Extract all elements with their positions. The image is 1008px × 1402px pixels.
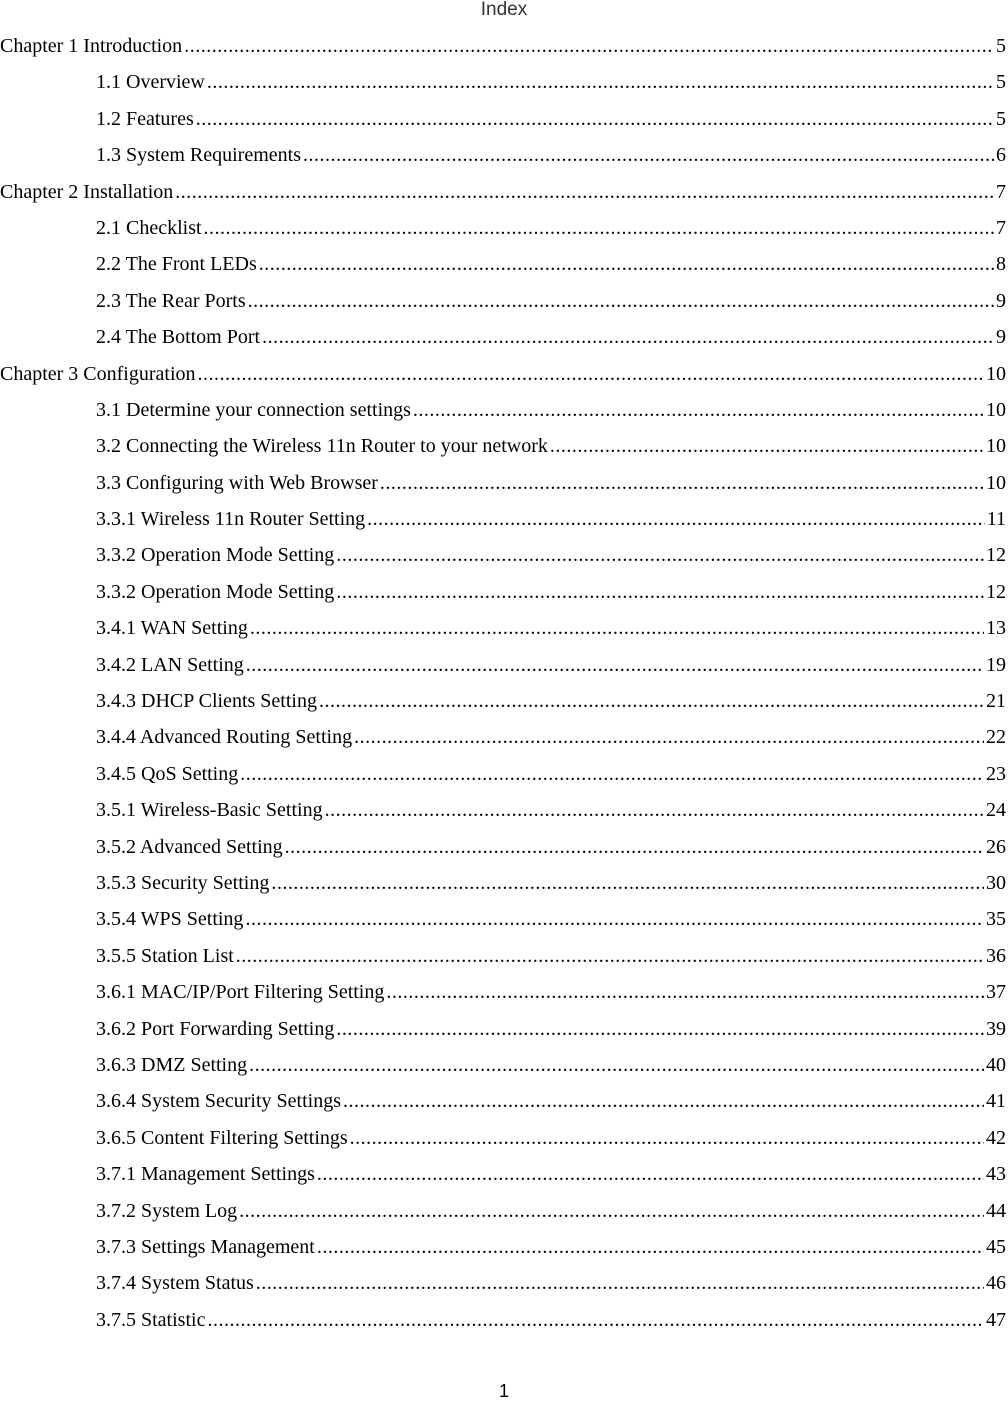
toc-chapter-entry[interactable] bbox=[0, 177, 1008, 213]
toc-entry-label: 3.3.1 Wireless 11n Router Setting bbox=[96, 508, 366, 531]
toc-section-entry[interactable] bbox=[0, 1050, 1008, 1086]
toc-entry-page-number: 9 bbox=[996, 289, 1006, 312]
toc-section-entry[interactable] bbox=[0, 322, 1008, 358]
dot-leader bbox=[250, 613, 984, 643]
toc-entry-page-number: 10 bbox=[986, 471, 1006, 494]
dot-leader bbox=[271, 868, 984, 898]
toc-section-entry[interactable] bbox=[0, 977, 1008, 1013]
toc-entry-page-number: 43 bbox=[986, 1163, 1006, 1186]
toc-section-entry[interactable] bbox=[0, 941, 1008, 977]
toc-entry-page-number: 8 bbox=[996, 253, 1006, 276]
table-of-contents bbox=[0, 31, 1008, 1341]
dot-leader bbox=[336, 577, 984, 607]
toc-entry-page-number: 6 bbox=[996, 144, 1006, 167]
toc-section-entry[interactable] bbox=[0, 577, 1008, 613]
toc-entry-page-number: 24 bbox=[986, 799, 1006, 822]
toc-entry-label: 3.3.2 Operation Mode Setting bbox=[96, 544, 335, 567]
toc-chapter-entry[interactable] bbox=[0, 31, 1008, 67]
toc-entry-label: 3.2 Connecting the Wireless 11n Router to your network bbox=[96, 435, 548, 458]
toc-section-entry[interactable] bbox=[0, 1305, 1008, 1341]
toc-entry-page-number: 35 bbox=[986, 908, 1006, 931]
toc-section-entry[interactable] bbox=[0, 1159, 1008, 1195]
page-title: Index bbox=[480, 0, 528, 20]
toc-section-entry[interactable] bbox=[0, 395, 1008, 431]
toc-entry-label: 3.7.3 Settings Management bbox=[96, 1235, 315, 1258]
toc-entry-label: 3.6.2 Port Forwarding Setting bbox=[96, 1017, 335, 1040]
toc-entry-label: Chapter 2 Installation bbox=[0, 180, 174, 203]
toc-entry-label: 3.5.4 WPS Setting bbox=[96, 908, 244, 931]
dot-leader bbox=[207, 1305, 984, 1335]
toc-entry-page-number: 10 bbox=[986, 362, 1006, 385]
toc-section-entry[interactable] bbox=[0, 1086, 1008, 1122]
toc-entry-label: 3.5.3 Security Setting bbox=[96, 871, 270, 894]
toc-entry-page-number: 11 bbox=[986, 508, 1006, 531]
toc-section-entry[interactable] bbox=[0, 1232, 1008, 1268]
toc-section-entry[interactable] bbox=[0, 249, 1008, 285]
dot-leader bbox=[380, 468, 984, 498]
toc-entry-page-number: 5 bbox=[996, 35, 1006, 57]
toc-section-entry[interactable] bbox=[0, 468, 1008, 504]
toc-entry-label: 3.3 Configuring with Web Browser bbox=[96, 471, 378, 494]
toc-entry-page-number: 41 bbox=[986, 1090, 1006, 1113]
toc-section-entry[interactable] bbox=[0, 832, 1008, 868]
toc-entry-label: 2.4 The Bottom Port bbox=[96, 326, 261, 349]
dot-leader bbox=[246, 650, 984, 680]
dot-leader bbox=[317, 1232, 984, 1262]
toc-section-entry[interactable] bbox=[0, 1014, 1008, 1050]
dot-leader bbox=[198, 359, 984, 389]
toc-entry-label: 1.3 System Requirements bbox=[96, 144, 301, 167]
toc-entry-label: 3.5.2 Advanced Setting bbox=[96, 835, 283, 858]
toc-entry-page-number: 5 bbox=[996, 107, 1006, 130]
toc-entry-label: 3.6.3 DMZ Setting bbox=[96, 1053, 248, 1076]
toc-entry-page-number: 47 bbox=[986, 1308, 1006, 1331]
toc-section-entry[interactable] bbox=[0, 1268, 1008, 1304]
toc-entry-page-number: 19 bbox=[986, 653, 1006, 676]
toc-entry-label: 3.4.3 DHCP Clients Setting bbox=[96, 690, 317, 713]
toc-section-entry[interactable] bbox=[0, 104, 1008, 140]
dot-leader bbox=[245, 904, 984, 934]
toc-entry-label: 2.2 The Front LEDs bbox=[96, 253, 257, 276]
toc-entry-page-number: 10 bbox=[986, 398, 1006, 421]
toc-entry-page-number: 9 bbox=[996, 326, 1006, 349]
toc-entry-label: 3.5.5 Station List bbox=[96, 944, 234, 967]
toc-entry-label: 3.3.2 Operation Mode Setting bbox=[96, 580, 335, 603]
toc-section-entry[interactable] bbox=[0, 759, 1008, 795]
toc-entry-label: 2.1 Checklist bbox=[96, 216, 202, 239]
toc-entry-label: 3.6.5 Content Filtering Settings bbox=[96, 1126, 348, 1149]
toc-section-entry[interactable] bbox=[0, 904, 1008, 940]
toc-section-entry[interactable] bbox=[0, 868, 1008, 904]
dot-leader bbox=[336, 540, 984, 570]
toc-entry-page-number: 7 bbox=[996, 180, 1006, 203]
toc-entry-page-number: 37 bbox=[986, 981, 1006, 1004]
toc-entry-label: 3.7.5 Statistic bbox=[96, 1308, 206, 1331]
toc-entry-page-number: 30 bbox=[986, 871, 1006, 894]
toc-entry-page-number: 36 bbox=[986, 944, 1006, 967]
dot-leader bbox=[367, 504, 985, 534]
toc-chapter-entry[interactable] bbox=[0, 359, 1008, 395]
toc-entry-page-number: 21 bbox=[986, 690, 1006, 713]
dot-leader bbox=[413, 395, 984, 425]
toc-entry-label: 2.3 The Rear Ports bbox=[96, 289, 246, 312]
toc-entry-label: 3.7.1 Management Settings bbox=[96, 1163, 315, 1186]
dot-leader bbox=[386, 977, 984, 1007]
toc-entry-label: Chapter 3 Configuration bbox=[0, 362, 196, 385]
dot-leader bbox=[256, 1268, 984, 1298]
toc-section-entry[interactable] bbox=[0, 650, 1008, 686]
toc-entry-label: 3.6.4 System Security Settings bbox=[96, 1090, 341, 1113]
toc-entry-label: 3.7.4 System Status bbox=[96, 1272, 254, 1295]
toc-entry-label: 3.1 Determine your connection settings bbox=[96, 398, 411, 421]
toc-entry-page-number: 42 bbox=[986, 1126, 1006, 1149]
toc-section-entry[interactable] bbox=[0, 286, 1008, 322]
dot-leader bbox=[259, 249, 994, 279]
dot-leader bbox=[262, 322, 994, 352]
toc-entry-page-number: 7 bbox=[996, 216, 1006, 239]
toc-entry-page-number: 12 bbox=[986, 544, 1006, 567]
toc-entry-page-number: 45 bbox=[986, 1235, 1006, 1258]
dot-leader bbox=[184, 31, 994, 61]
toc-entry-label: 1.1 Overview bbox=[96, 71, 205, 94]
dot-leader bbox=[236, 941, 984, 971]
dot-leader bbox=[354, 722, 984, 752]
toc-section-entry[interactable] bbox=[0, 795, 1008, 831]
toc-entry-label: 1.2 Features bbox=[96, 107, 194, 130]
toc-entry-page-number: 23 bbox=[986, 762, 1006, 785]
toc-entry-label: 3.4.2 LAN Setting bbox=[96, 653, 244, 676]
dot-leader bbox=[317, 1159, 984, 1189]
dot-leader bbox=[240, 759, 984, 789]
toc-entry-label: 3.4.4 Advanced Routing Setting bbox=[96, 726, 353, 749]
dot-leader bbox=[336, 1014, 984, 1044]
toc-section-entry[interactable] bbox=[0, 431, 1008, 467]
dot-leader bbox=[285, 832, 984, 862]
toc-entry-page-number: 10 bbox=[986, 435, 1006, 458]
toc-section-entry[interactable] bbox=[0, 67, 1008, 103]
toc-entry-page-number: 40 bbox=[986, 1053, 1006, 1076]
toc-section-entry[interactable] bbox=[0, 686, 1008, 722]
dot-leader bbox=[343, 1086, 984, 1116]
toc-entry-page-number: 46 bbox=[986, 1272, 1006, 1295]
toc-entry-page-number: 22 bbox=[986, 726, 1006, 749]
dot-leader bbox=[319, 686, 984, 716]
toc-entry-page-number: 44 bbox=[986, 1199, 1006, 1222]
toc-entry-page-number: 12 bbox=[986, 580, 1006, 603]
toc-entry-label: 3.6.1 MAC/IP/Port Filtering Setting bbox=[96, 981, 385, 1004]
toc-entry-label: Chapter 1 Introduction bbox=[0, 35, 183, 57]
toc-entry-label: 3.4.1 WAN Setting bbox=[96, 617, 248, 640]
toc-entry-label: 3.5.1 Wireless-Basic Setting bbox=[96, 799, 323, 822]
dot-leader bbox=[196, 104, 994, 134]
toc-entry-label: 3.4.5 QoS Setting bbox=[96, 762, 239, 785]
page-number: 1 bbox=[498, 1381, 509, 1401]
toc-section-entry[interactable] bbox=[0, 1123, 1008, 1159]
dot-leader bbox=[239, 1196, 984, 1226]
toc-section-entry[interactable] bbox=[0, 213, 1008, 249]
toc-entry-label: 3.7.2 System Log bbox=[96, 1199, 238, 1222]
toc-section-entry[interactable] bbox=[0, 1196, 1008, 1232]
toc-section-entry[interactable] bbox=[0, 613, 1008, 649]
dot-leader bbox=[207, 67, 994, 97]
dot-leader bbox=[350, 1123, 984, 1153]
dot-leader bbox=[249, 1050, 984, 1080]
dot-leader bbox=[325, 795, 984, 825]
toc-entry-page-number: 26 bbox=[986, 835, 1006, 858]
toc-entry-page-number: 5 bbox=[996, 71, 1006, 94]
toc-section-entry[interactable] bbox=[0, 504, 1008, 540]
toc-section-entry[interactable] bbox=[0, 722, 1008, 758]
toc-section-entry[interactable] bbox=[0, 540, 1008, 576]
dot-leader bbox=[550, 431, 984, 461]
toc-entry-page-number: 13 bbox=[986, 617, 1006, 640]
toc-entry-page-number: 39 bbox=[986, 1017, 1006, 1040]
dot-leader bbox=[303, 140, 994, 170]
dot-leader bbox=[204, 213, 994, 243]
toc-section-entry[interactable] bbox=[0, 140, 1008, 176]
dot-leader bbox=[248, 286, 994, 316]
dot-leader bbox=[175, 177, 994, 207]
